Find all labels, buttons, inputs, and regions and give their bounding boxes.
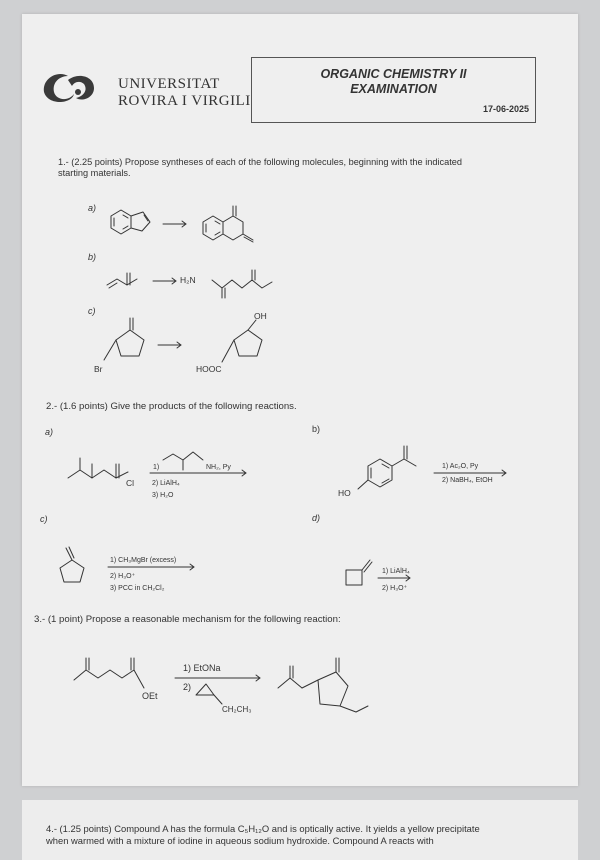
q3-text: 3.- (1 point) Propose a reasonable mechanism for the following reaction: [34,614,341,625]
exam-date: 17-06-2025 [482,104,529,114]
q1c-product-structure [222,320,262,362]
q2-label-a: a) [45,427,54,437]
q1-text-line2: starting materials. [58,168,131,178]
q2a-step2: 2) LiAlH₄ [152,480,180,487]
q2c-step3: 3) PCC in CH₂Cl₂ [110,585,165,592]
q2b-hydroxyl-label: HO [338,488,351,498]
q3-epoxide-reagent [196,684,222,704]
q2c-step2: 2) H₃O⁺ [110,573,136,580]
q1-label-a: a) [88,203,97,213]
q2-label-c: c) [40,514,48,524]
q3-ethoxy-label: OEt [142,691,158,701]
exam-subtitle: EXAMINATION [350,82,437,96]
q2a-acyl-chloride-structure [68,458,128,478]
q2-text: 2.- (1.6 points) Give the products of the following reactions. [46,401,297,412]
q1c-bromine-label: Br [94,364,103,374]
q4-text-line1: 4.- (1.25 points) Compound A has the formula C₅H₁₂O and is optically active. It yields a yellow precipitate [46,823,480,834]
q1b-amine-label: H₂N [180,275,196,285]
q3-step2: 2) [183,682,192,692]
q1-label-b: b) [88,252,97,262]
q1c-hydroxyl-label: OH [254,311,267,321]
university-name-line1: UNIVERSITAT [118,76,220,92]
q2c-step1: 1) CH₃MgBr (excess) [110,557,177,564]
q2-label-b: b) [312,424,321,434]
q1a-indene-structure [111,210,150,234]
q1-text-line1: 1.- (2.25 points) Propose syntheses of each of the following molecules, beginning with the indicated [58,157,462,167]
q1-label-c: c) [88,306,96,316]
q3-ethyl-label: CH₂CH₃ [222,705,252,714]
q2a-amine-reagent [163,452,203,470]
q2d-step2: 2) H₃O⁺ [382,585,408,592]
university-name-line2: ROVIRA I VIRGILI [118,93,251,109]
q2a-step3: 3) H₂O [152,492,174,499]
exam-title: ORGANIC CHEMISTRY II [320,67,467,81]
q4-text-line2: when warmed with a mixture of iodine in aqueous sodium hydroxide. Compound A reacts with [46,835,434,846]
q2b-step1: 1) Ac₂O, Py [442,463,479,470]
q2a-chlorine-label: Cl [126,478,135,488]
q1c-start-structure [104,318,144,360]
q2d-step1: 1) LiAlH₄ [382,568,410,575]
q2b-step2: 2) NaBH₄, EtOH [442,477,493,484]
q1c-carboxyl-label: HOOC [196,364,222,374]
q1a-product-structure [203,206,253,242]
q2d-lactone-structure [346,560,372,585]
q1b-start-structure [107,273,137,288]
q2-label-d: d) [312,513,321,523]
q3-product-structure [278,658,368,712]
q2a-step1: 1) [153,464,160,471]
q2b-structure [358,446,416,489]
q2c-lactone-structure [60,547,84,582]
q3-ketoester-structure [74,658,144,688]
q2a-reagent1: NH₂, Py [206,464,231,471]
q3-step1: 1) EtONa [183,663,221,673]
q1b-product-structure [212,270,272,298]
